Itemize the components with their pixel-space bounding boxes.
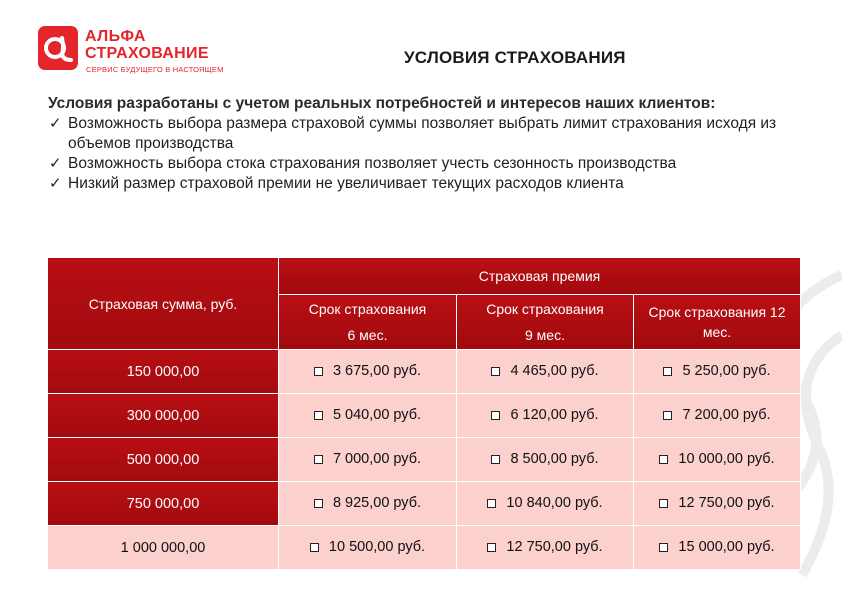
term-label: Срок страхования 12 мес.: [648, 304, 786, 340]
premium-value: 12 750,00 руб.: [678, 495, 775, 512]
check-icon: ✓: [49, 115, 62, 132]
premium-value: 15 000,00 руб.: [678, 539, 775, 556]
table-row: [48, 526, 801, 570]
bullet-item: [48, 114, 808, 154]
checkbox-icon: [487, 499, 496, 508]
sum-cell: 300 000,00: [48, 394, 279, 438]
sum-cell: 750 000,00: [48, 482, 279, 526]
term-duration: 6 мес.: [347, 327, 388, 343]
bullet-item: [48, 174, 808, 194]
checkbox-icon: [659, 543, 668, 552]
term-duration: 9 мес.: [525, 327, 565, 343]
table-row: [48, 482, 801, 526]
checkbox-icon: [491, 367, 500, 376]
checkbox-icon: [314, 455, 323, 464]
sum-cell: 150 000,00: [48, 350, 279, 394]
checkbox-icon: [487, 543, 496, 552]
premium-cell: [279, 526, 457, 570]
intro-lead: Условия разработаны с учетом реальных потребностей и интересов наших клиентов:: [48, 95, 716, 112]
premium-value: 5 250,00 руб.: [682, 363, 771, 380]
premium-value: 7 000,00 руб.: [332, 451, 422, 468]
company-logo: [38, 26, 258, 78]
table-row: [48, 394, 801, 438]
alpha-logo-icon: [38, 26, 78, 70]
premium-header: [279, 258, 801, 295]
checkbox-icon: [659, 455, 668, 464]
checkbox-icon: [659, 499, 668, 508]
premium-cell: [634, 350, 801, 394]
premium-value: 3 675,00 руб.: [332, 363, 422, 380]
premium-cell: [634, 482, 801, 526]
logo-tagline: СЕРВИС БУДУЩЕГО В НАСТОЯЩЕМ: [86, 65, 224, 74]
premium-header-text: Страховая премия: [478, 268, 601, 284]
premium-cell: [457, 438, 634, 482]
checkbox-icon: [663, 367, 672, 376]
premium-cell: [457, 350, 634, 394]
premium-value: 10 840,00 руб.: [506, 495, 603, 512]
premium-value: 5 040,00 руб.: [332, 407, 422, 424]
term-label: Срок страхования: [308, 301, 427, 317]
table-row: [48, 350, 801, 394]
table-row: [48, 438, 801, 482]
bullet-text: Низкий размер страховой премии не увеличивает текущих расходов клиента: [68, 175, 624, 192]
checkbox-icon: [491, 411, 500, 420]
page-title: УСЛОВИЯ СТРАХОВАНИЯ: [404, 48, 626, 67]
premium-value: 10 000,00 руб.: [678, 451, 775, 468]
checkbox-icon: [310, 543, 319, 552]
logo-text-line1: АЛЬФА: [85, 28, 146, 45]
checkbox-icon: [491, 455, 500, 464]
premium-value: 10 500,00 руб.: [328, 539, 426, 556]
checkbox-icon: [663, 411, 672, 420]
checkbox-icon: [314, 499, 323, 508]
logo-text-line2: СТРАХОВАНИЕ: [85, 45, 209, 62]
bullet-item: [48, 154, 808, 174]
sum-column-header: [48, 258, 279, 350]
check-icon: ✓: [49, 155, 62, 172]
premium-value: 8 500,00 руб.: [510, 451, 599, 468]
premium-value: 6 120,00 руб.: [510, 407, 599, 424]
premium-cell: [634, 438, 801, 482]
term-header-12: [634, 295, 801, 350]
term-header-6: [279, 295, 457, 350]
check-icon: ✓: [49, 175, 62, 192]
premium-cell: [279, 394, 457, 438]
term-header-9: [457, 295, 634, 350]
term-label: Срок страхования: [486, 301, 604, 317]
premium-cell: [634, 526, 801, 570]
premium-cell: [457, 394, 634, 438]
checkbox-icon: [314, 367, 323, 376]
bullet-text: Возможность выбора стока страхования позволяет учесть сезонность производства: [68, 155, 677, 172]
bullet-text: Возможность выбора размера страховой суммы позволяет выбрать лимит страхования исходя из объемов производства: [68, 115, 777, 152]
premium-cell: [457, 482, 634, 526]
sum-cell: 1 000 000,00: [48, 526, 279, 570]
checkbox-icon: [314, 411, 323, 420]
premium-value: 8 925,00 руб.: [332, 495, 422, 512]
intro-block: [48, 94, 808, 194]
premium-cell: [457, 526, 634, 570]
premium-cell: [279, 482, 457, 526]
premium-value: 4 465,00 руб.: [510, 363, 599, 380]
premium-cell: [634, 394, 801, 438]
sum-header-text: Страховая сумма, руб.: [88, 296, 238, 312]
premium-value: 12 750,00 руб.: [506, 539, 603, 556]
sum-cell: 500 000,00: [48, 438, 279, 482]
premium-cell: [279, 438, 457, 482]
insurance-premium-table: [47, 257, 801, 570]
premium-cell: [279, 350, 457, 394]
premium-value: 7 200,00 руб.: [682, 407, 771, 424]
